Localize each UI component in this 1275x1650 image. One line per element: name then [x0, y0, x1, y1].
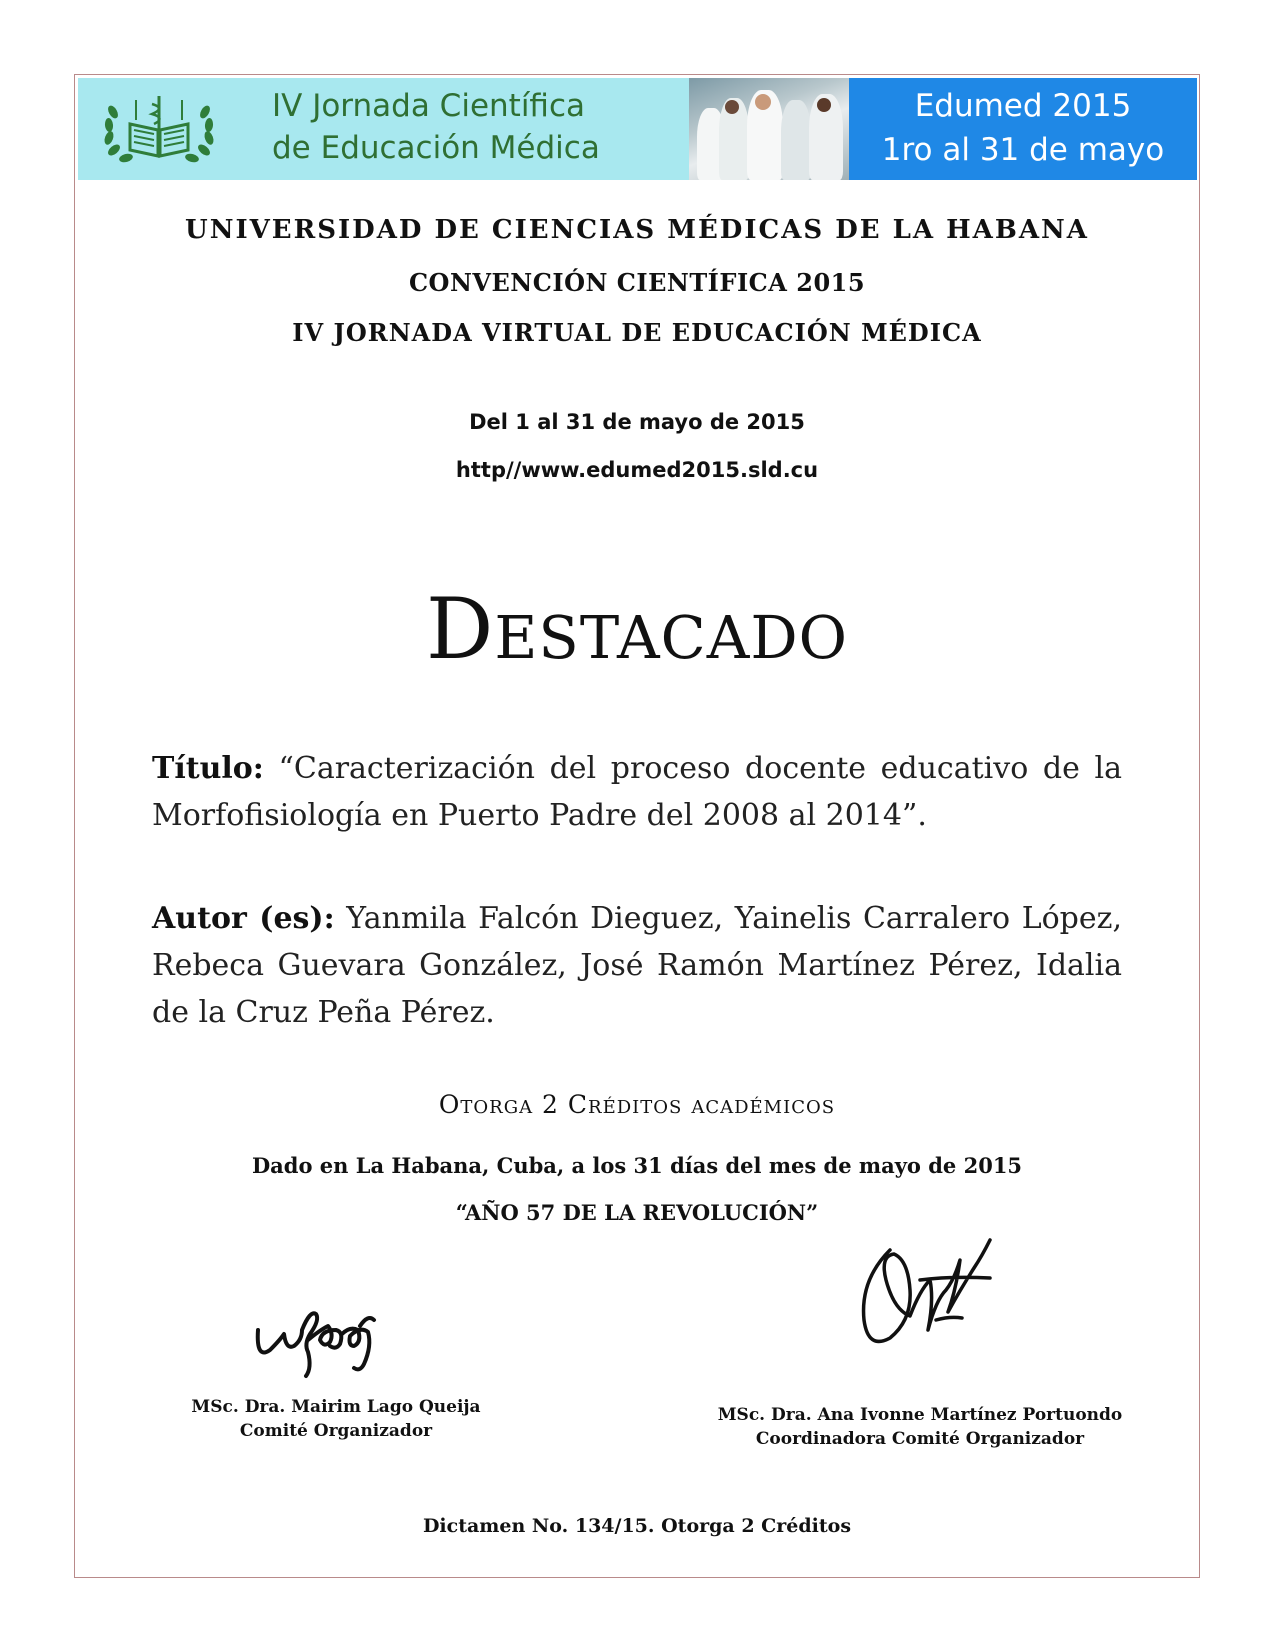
banner-right-panel	[849, 78, 1197, 180]
laurel-book-logo-icon	[100, 90, 218, 168]
work-authors-text: Yanmila Falcón Dieguez, Yainelis Carralero López, Rebeca Guevara González, José Ramón Martínez Pérez, Idalia de la Cruz Peña Pérez.	[152, 901, 1122, 1030]
convention-heading: CONVENCIÓN CIENTÍFICA 2015	[408, 268, 866, 297]
signer-right-role: Coordinadora Comité Organizador	[755, 1429, 1085, 1449]
event-banner	[78, 78, 1197, 180]
banner-event-name: Edumed 2015	[914, 88, 1132, 124]
award-title: Destacado	[426, 580, 848, 678]
work-title-text: “Caracterización del proceso docente educativo de la Morfofisiología en Puerto Padre del 2008 al 2014”.	[152, 751, 1123, 833]
signer-left-name: MSc. Dra. Mairim Lago Queija	[191, 1397, 481, 1417]
given-line: Dado en La Habana, Cuba, a los 31 días del mes de mayo de 2015	[251, 1153, 1023, 1178]
credits-line: Otorga 2 Créditos académicos	[438, 1090, 836, 1119]
work-title	[152, 745, 1122, 839]
signature-left	[250, 1290, 410, 1380]
work-authors	[152, 895, 1122, 1036]
work-authors-label: Autor (es):	[152, 901, 335, 936]
banner-photo	[689, 78, 849, 180]
work-title-label: Título:	[152, 751, 264, 786]
university-heading: UNIVERSIDAD DE CIENCIAS MÉDICAS DE LA HABANA	[185, 215, 1089, 245]
signer-right-name: MSc. Dra. Ana Ivonne Martínez Portuondo	[717, 1405, 1123, 1425]
banner-title-line1: IV Jornada Científica	[272, 88, 585, 124]
signature-right	[850, 1220, 1000, 1370]
signer-left-role: Comité Organizador	[239, 1421, 433, 1441]
banner-left-panel	[78, 78, 689, 180]
signer-left	[176, 1395, 496, 1443]
event-url: http//www.edumed2015.sld.cu	[455, 458, 819, 482]
banner-event-dates: 1ro al 31 de mayo	[881, 132, 1165, 168]
year-motto: “AÑO 57 DE LA REVOLUCIÓN”	[455, 1200, 819, 1225]
jornada-heading: IV JORNADA VIRTUAL DE EDUCACIÓN MÉDICA	[292, 318, 982, 347]
event-dates: Del 1 al 31 de mayo de 2015	[469, 410, 805, 434]
dictamen-line: Dictamen No. 134/15. Otorga 2 Créditos	[422, 1515, 852, 1537]
signer-right	[700, 1403, 1140, 1451]
banner-title-line2: de Educación Médica	[272, 130, 600, 166]
